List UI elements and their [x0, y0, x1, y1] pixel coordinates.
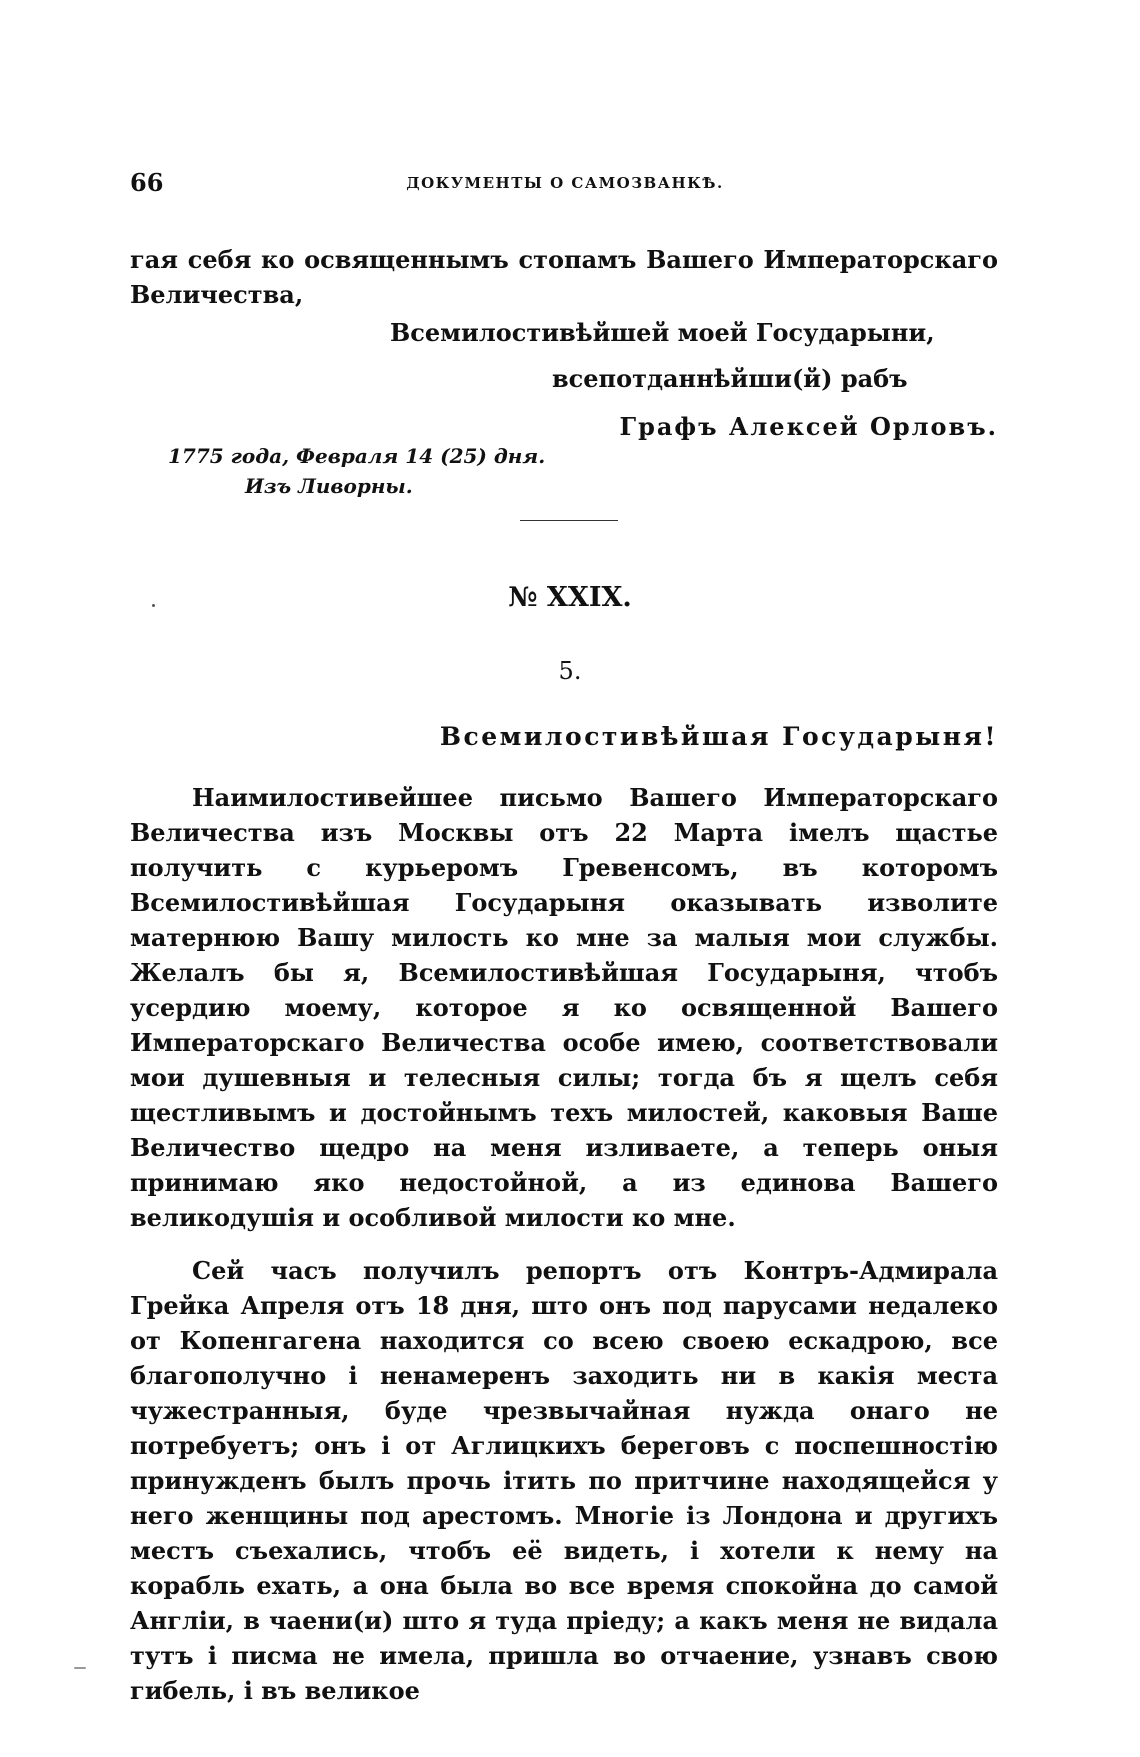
body-paragraph-2: Сей часъ получилъ репортъ отъ Контръ-Адмирала Грейка Апреля отъ 18 дня, што онъ под парусами недалеко от Копенгагена находится со всею своею ескадрою, все благополучно і ненамеренъ заходить ни в какія места чужестранныя, буде чрезвычайная нужда онаго не потребуетъ; онъ і от Аглицкихъ береговъ с поспешностію принужденъ былъ прочь ітить по притчине находящейся у него женщины под арестомъ. Многіе із Лондона и другихъ местъ съехались, чтобъ её видеть, і хотели к нему на корабль ехать, а она была во все время спокойна до самой Англіи, в чаени(и) што я туда пріеду; а какъ меня не видала тутъ і писма не имела, пришла во отчаение, узнавъ свою гибель, і въ великое — [130, 1256, 998, 1705]
continuation-paragraph: гая себя ко освященнымъ стопамъ Вашего Императорскаго Величества, — [130, 245, 998, 309]
section-number: 5. — [558, 657, 582, 685]
letter-body — [130, 780, 998, 1708]
document-number: № XXIX. — [508, 582, 632, 613]
print-speck — [74, 1667, 86, 1669]
letter-place: Изъ Ливорны. — [245, 474, 413, 498]
running-head — [130, 168, 1000, 198]
page-number: 66 — [130, 168, 164, 197]
signature: Графъ Алексей Орловъ. — [619, 412, 998, 441]
body-paragraph-1: Наимилостивейшее письмо Вашего Императорскаго Величества изъ Москвы отъ 22 Марта імелъ щастье получить с курьеромъ Гревенсомъ, въ которомъ Всемилостивѣйшая Государыня оказывать изволите матернюю Вашу милость ко мне за малыя мои службы. Желалъ бы я, Всемилостивѣйшая Государыня, чтобъ усердию моему, которое я ко освященной Вашего Императорскаго Величества особе имею, соответствовали мои душевныя и телесныя силы; тогда бъ я щелъ себя щестливымъ и достойнымъ техъ милостей, каковыя Ваше Величество щедро на меня изливаете, а теперь оныя принимаю яко недостойной, а из единова Вашего великодушія и особливой милости ко мне. — [130, 783, 998, 1232]
previous-letter-continuation — [130, 242, 998, 312]
closing-line-2: всепотданнѣйши(й) рабъ — [552, 364, 908, 393]
print-speck — [152, 604, 155, 607]
salutation: Всемилостивѣйшая Государыня! — [439, 722, 998, 751]
section-divider — [520, 520, 618, 521]
running-title: ДОКУМЕНТЫ О САМОЗВАНКѢ. — [406, 174, 724, 192]
letter-date: 1775 года, Февраля 14 (25) дня. — [168, 444, 546, 468]
closing-line-1: Всемилостивѣйшей моей Государыни, — [390, 318, 935, 347]
